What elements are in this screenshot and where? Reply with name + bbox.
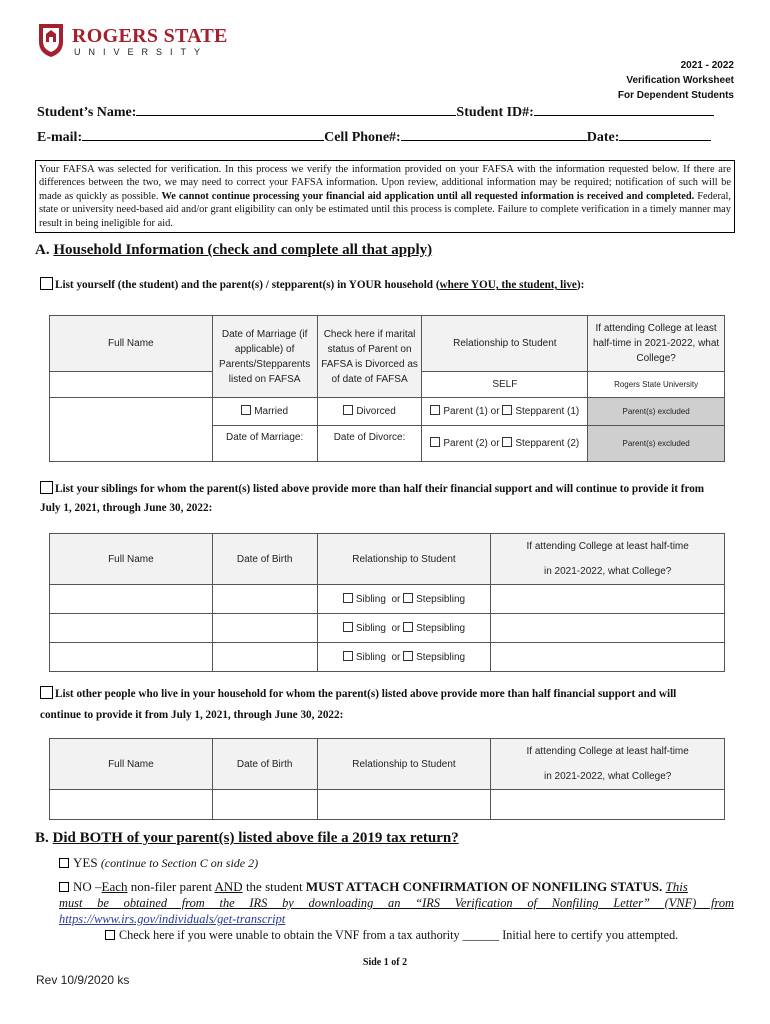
oth-col-college-line2: in 2021-2022, what College? xyxy=(544,771,672,782)
divorced-option[interactable] xyxy=(317,398,422,426)
no-mid-text-2: the student xyxy=(242,879,306,894)
oth-name-cell[interactable] xyxy=(50,790,213,820)
oth-col-full-name: Full Name xyxy=(50,739,213,790)
sibling-label: Sibling xyxy=(355,593,386,605)
certify-option xyxy=(105,928,678,943)
section-b-prefix: B. xyxy=(35,830,53,846)
document-subtitle: For Dependent Students xyxy=(617,90,734,101)
email-field[interactable] xyxy=(82,127,324,141)
sib-college-cell[interactable] xyxy=(491,643,725,672)
sibling-label: Sibling xyxy=(355,651,386,663)
section-a-prefix: A. xyxy=(35,242,54,258)
parent2-checkbox[interactable] xyxy=(430,437,440,447)
sib-relationship-options xyxy=(317,614,491,643)
student-name-row xyxy=(37,102,714,121)
sib-dob-cell[interactable] xyxy=(212,643,317,672)
col-full-name: Full Name xyxy=(50,316,213,372)
student-id-label: Student ID#: xyxy=(456,105,534,120)
yes-checkbox[interactable] xyxy=(59,858,69,868)
siblings-checkbox[interactable] xyxy=(40,481,53,494)
section-a-title xyxy=(35,242,432,259)
parent2-options xyxy=(422,426,588,462)
parent1-excluded: Parent(s) excluded xyxy=(588,398,725,426)
sib-college-cell[interactable] xyxy=(491,585,725,614)
vnf-instruction: must be obtained from the IRS by downloading an “IRS Verification of Nonfiling Letter” (VNF) from xyxy=(59,896,734,910)
sib-relationship-options xyxy=(317,643,491,672)
date-of-divorce-cell[interactable]: Date of Divorce: xyxy=(317,426,422,462)
university-seal-icon xyxy=(36,22,66,58)
contact-row xyxy=(37,127,711,146)
divorced-checkbox[interactable] xyxy=(343,405,353,415)
stepsibling-label: Stepsibling xyxy=(416,622,466,634)
or-label: or xyxy=(391,593,401,605)
university-logo xyxy=(36,22,228,62)
others-table xyxy=(49,738,725,820)
notice-text-1: Your FAFSA was selected for verification. In this process we verify the information provided on your FAFSA with the information requested below. If there are differences between the two, we may need to correct your FAFSA information. Upon review, additional information may be required; notification of such will be made as quickly as possible. xyxy=(39,164,731,202)
parent1-options xyxy=(422,398,588,426)
col-relationship: Relationship to Student xyxy=(422,316,588,372)
sib-dob-cell[interactable] xyxy=(212,585,317,614)
sib-relationship-options xyxy=(317,585,491,614)
date-label: Date: xyxy=(586,130,620,145)
col-date-marriage: Date of Marriage (if applicable) of Parents/Stepparents listed on FAFSA xyxy=(212,316,317,398)
no-option xyxy=(59,879,688,895)
oth-dob-cell[interactable] xyxy=(212,790,317,820)
sibling-checkbox[interactable] xyxy=(343,622,353,632)
table-row xyxy=(50,790,725,820)
sib-col-college xyxy=(491,534,725,585)
notice-bold-text: We cannot continue processing your financial aid application until all requested information is received and completed. xyxy=(161,190,695,202)
document-title: Verification Worksheet xyxy=(626,75,734,86)
sib-dob-cell[interactable] xyxy=(212,614,317,643)
award-year: 2021 - 2022 xyxy=(680,60,734,71)
email-label: E-mail: xyxy=(37,130,83,145)
stepsibling-checkbox[interactable] xyxy=(403,593,413,603)
stepsibling-checkbox[interactable] xyxy=(403,622,413,632)
married-option[interactable] xyxy=(212,398,317,426)
sib-name-cell[interactable] xyxy=(50,643,213,672)
yes-label: YES xyxy=(73,855,98,870)
others-check-label: List other people who live in your household for whom the parent(s) listed above provide more than half financial support and will continue to provide it from July 1, 2021, through June 30, 2022: xyxy=(40,688,677,721)
this-text: This xyxy=(665,879,688,894)
sib-college-cell[interactable] xyxy=(491,614,725,643)
stepparent1-checkbox[interactable] xyxy=(502,405,512,415)
notice-text-2: Federal, state or university need-based aid and/or grant eligibility can only be estimated until this process is complete. Failure to complete verification in a timely manner may result in being ineligible for aid. xyxy=(39,190,732,229)
household-check-end: ): xyxy=(576,279,585,291)
cell-phone-field[interactable] xyxy=(401,127,587,141)
others-checkbox-row xyxy=(40,684,720,726)
section-a-heading: Household Information (check and complete all that apply) xyxy=(53,242,433,258)
yes-option xyxy=(59,855,258,871)
parent1-label: Parent (1) or xyxy=(443,406,500,417)
each-text: Each xyxy=(101,879,128,894)
yes-note: (continue to Section C on side 2) xyxy=(100,856,259,870)
sib-col-dob: Date of Birth xyxy=(212,534,317,585)
household-checkbox[interactable] xyxy=(40,277,53,290)
student-name-field[interactable] xyxy=(136,102,456,116)
no-label: NO – xyxy=(73,879,102,894)
cell-phone-label: Cell Phone#: xyxy=(324,130,401,145)
stepparent2-checkbox[interactable] xyxy=(502,437,512,447)
parent2-label: Parent (2) or xyxy=(443,438,500,449)
section-b-title xyxy=(35,830,459,847)
logo-name: ROGERS STATE xyxy=(72,25,228,47)
no-mid-text: non-filer parent xyxy=(127,879,215,894)
date-of-marriage-cell[interactable]: Date of Marriage: xyxy=(212,426,317,462)
stepparent1-label: Stepparent (1) xyxy=(515,406,580,417)
col-college: If attending College at least half-time in 2021-2022, what College? xyxy=(588,316,725,372)
oth-col-relationship: Relationship to Student xyxy=(317,739,491,790)
self-relationship: SELF xyxy=(422,372,588,398)
self-college: Rogers State University xyxy=(588,372,725,398)
stepsibling-label: Stepsibling xyxy=(416,651,466,663)
no-checkbox[interactable] xyxy=(59,882,69,892)
table-row xyxy=(50,614,725,643)
stepparent2-label: Stepparent (2) xyxy=(515,438,580,449)
table-row xyxy=(50,585,725,614)
household-table xyxy=(49,315,725,462)
married-checkbox[interactable] xyxy=(241,405,251,415)
sib-col-relationship: Relationship to Student xyxy=(317,534,491,585)
sib-col-full-name: Full Name xyxy=(50,534,213,585)
parent-name-cell[interactable] xyxy=(50,398,213,462)
section-b-heading: Did BOTH of your parent(s) listed above file a 2019 tax return? xyxy=(52,830,459,846)
student-name-label: Student’s Name: xyxy=(37,105,137,120)
page-number: Side 1 of 2 xyxy=(362,957,408,968)
sib-name-cell[interactable] xyxy=(50,585,213,614)
or-label: or xyxy=(391,622,401,634)
married-label: Married xyxy=(254,406,289,417)
household-checkbox-row xyxy=(40,277,584,291)
stepsibling-checkbox[interactable] xyxy=(403,651,413,661)
sib-name-cell[interactable] xyxy=(50,614,213,643)
oth-col-dob: Date of Birth xyxy=(212,739,317,790)
certify-checkbox[interactable] xyxy=(105,930,115,940)
parent1-checkbox[interactable] xyxy=(430,405,440,415)
col-marital-status: Check here if marital status of Parent on FAFSA is Divorced as of date of FAFSA xyxy=(317,316,422,398)
household-check-label: List yourself (the student) and the parent(s) / stepparent(s) in YOUR household ( xyxy=(55,279,440,291)
sibling-label: Sibling xyxy=(355,622,386,634)
siblings-checkbox-row xyxy=(40,480,720,518)
stepsibling-label: Stepsibling xyxy=(416,593,466,605)
date-field[interactable] xyxy=(619,127,711,141)
oth-col-college xyxy=(491,739,725,790)
and-text: AND xyxy=(214,879,243,894)
sib-col-college-line2: in 2021-2022, what College? xyxy=(544,566,672,577)
student-id-field[interactable] xyxy=(534,102,714,116)
divorced-label: Divorced xyxy=(356,406,396,417)
others-checkbox[interactable] xyxy=(40,686,53,699)
sib-col-college-line1: If attending College at least half-time xyxy=(526,541,689,552)
parent2-excluded: Parent(s) excluded xyxy=(588,426,725,462)
logo-subtitle: UNIVERSITY xyxy=(74,47,209,57)
oth-college-cell[interactable] xyxy=(491,790,725,820)
siblings-table xyxy=(49,533,725,672)
oth-relationship-cell[interactable] xyxy=(317,790,491,820)
document-header xyxy=(618,58,734,103)
revision-note: Rev 10/9/2020 ks xyxy=(36,973,130,987)
certify-label: Check here if you were unable to obtain the VNF from a tax authority ______ Initial here to certify you attempted. xyxy=(119,928,679,942)
must-attach-text: MUST ATTACH CONFIRMATION OF NONFILING STATUS. xyxy=(305,879,663,894)
irs-transcript-link[interactable]: https://www.irs.gov/individuals/get-transcript xyxy=(59,912,286,926)
table-row xyxy=(50,643,725,672)
oth-col-college-line1: If attending College at least half-time xyxy=(526,746,689,757)
or-label: or xyxy=(391,651,401,663)
self-name-cell[interactable] xyxy=(50,372,213,398)
sibling-checkbox[interactable] xyxy=(343,593,353,603)
sibling-checkbox[interactable] xyxy=(343,651,353,661)
household-check-underline: where YOU, the student, live xyxy=(439,279,577,291)
verification-notice xyxy=(35,160,735,233)
siblings-check-label: List your siblings for whom the parent(s) listed above provide more than half their financial support and will continue to provide it from July 1, 2021, through June 30, 2022: xyxy=(40,483,705,514)
